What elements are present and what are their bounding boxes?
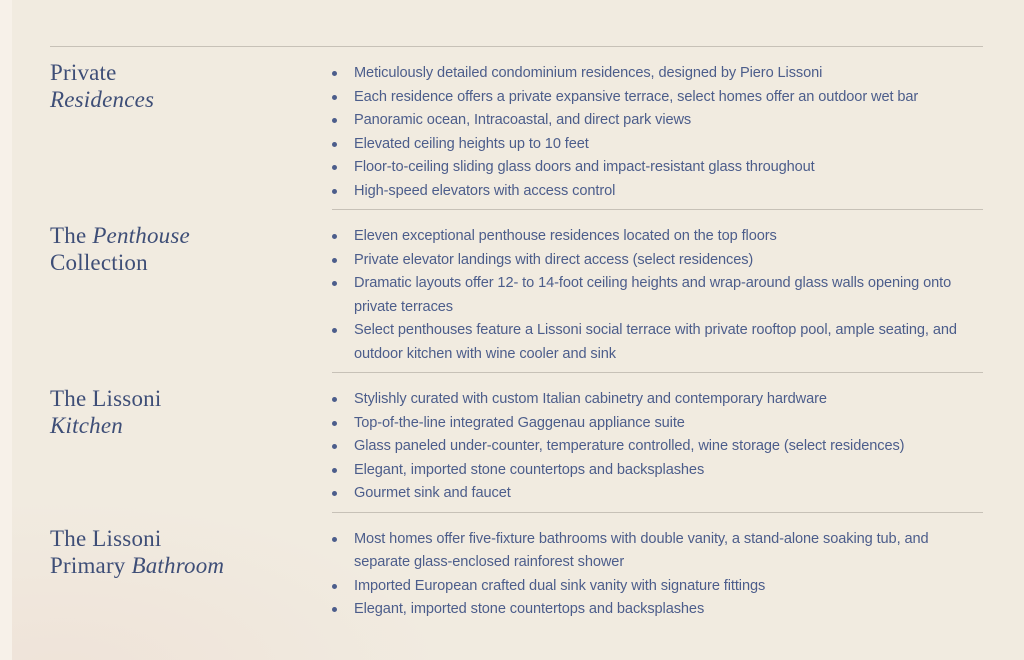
content-area — [50, 0, 983, 628]
heading-segment: The Lissoni — [50, 525, 162, 551]
heading-segment: Private — [50, 60, 117, 85]
list-item — [332, 412, 983, 436]
bullet-text: Elegant, imported stone countertops and backsplashes — [354, 601, 705, 617]
bullet-icon — [332, 142, 337, 147]
section-heading — [50, 525, 332, 579]
heading-segment: Residences — [50, 87, 155, 112]
bullet-text: Meticulously detailed condominium residences, designed by Piero Lissoni — [354, 65, 823, 81]
bullet-list — [332, 225, 983, 366]
heading-segment: Primary — [50, 552, 132, 578]
section — [50, 210, 983, 373]
bullet-icon — [332, 444, 337, 449]
bullet-list — [332, 528, 983, 622]
list-item — [332, 528, 983, 575]
bullet-icon — [332, 491, 337, 496]
list-item — [332, 180, 983, 204]
section-row — [50, 210, 983, 372]
section-row — [50, 373, 983, 512]
page-edge-band — [0, 0, 12, 660]
list-item — [332, 575, 983, 599]
heading-segment: Penthouse — [92, 223, 190, 248]
bullet-text: Private elevator landings with direct access (select residences) — [354, 251, 754, 268]
section-heading — [50, 59, 332, 113]
bullet-text: Dramatic layouts offer 12- to 14-foot ceiling heights and wrap-around glass walls opening onto private terraces — [354, 275, 952, 315]
bullet-text: Eleven exceptional penthouse residences located on the top floors — [354, 228, 777, 244]
bullet-text: Glass paneled under-counter, temperature controlled, wine storage (select residences) — [354, 438, 905, 454]
bullet-icon — [332, 537, 337, 542]
list-item — [332, 62, 983, 86]
heading-segment: Bathroom — [131, 552, 225, 578]
bullet-list — [332, 388, 983, 506]
bullet-text: Most homes offer five-fixture bathrooms with double vanity, a stand-alone soaking tub, and separate glass-enclosed rainforest shower — [354, 530, 929, 570]
bullet-list — [332, 62, 983, 203]
list-item — [332, 272, 983, 319]
bullet-text: Each residence offers a private expansive terrace, select homes offer an outdoor wet bar — [354, 88, 919, 105]
heading-segment: The — [50, 223, 93, 248]
list-item — [332, 598, 983, 622]
heading-segment: Kitchen — [50, 413, 123, 438]
bullet-icon — [332, 281, 337, 286]
bullet-text: Imported European crafted dual sink vanity with signature fittings — [354, 577, 766, 594]
list-item — [332, 459, 983, 483]
section-row — [50, 47, 983, 209]
bullet-icon — [332, 71, 337, 76]
list-item — [332, 225, 983, 249]
bullet-icon — [332, 95, 337, 100]
bullet-text: Elegant, imported stone countertops and backsplashes — [354, 461, 705, 478]
bullet-text: Select penthouses feature a Lissoni social terrace with private rooftop pool, ample seating, and outdoor kitchen with wine cooler and sink — [354, 322, 957, 362]
bullet-icon — [332, 234, 337, 239]
bullet-text: Elevated ceiling heights up to 10 feet — [354, 135, 589, 152]
bullet-icon — [332, 328, 337, 333]
bullet-icon — [332, 118, 337, 123]
section-list — [50, 47, 983, 628]
list-item — [332, 86, 983, 110]
bullet-icon — [332, 584, 337, 589]
list-item — [332, 156, 983, 180]
bullet-icon — [332, 468, 337, 473]
bullet-icon — [332, 189, 337, 194]
bullet-icon — [332, 165, 337, 170]
list-item — [332, 319, 983, 366]
bullet-text: Floor-to-ceiling sliding glass doors and impact-resistant glass throughout — [354, 159, 815, 175]
bullet-icon — [332, 397, 337, 402]
section-row — [50, 513, 983, 628]
bullet-text: Stylishly curated with custom Italian cabinetry and contemporary hardware — [354, 391, 827, 407]
section — [50, 373, 983, 513]
section-heading — [50, 222, 332, 276]
bullet-icon — [332, 607, 337, 612]
bullet-text: Gourmet sink and faucet — [354, 485, 511, 501]
heading-segment: The Lissoni — [50, 386, 162, 411]
bullet-text: High-speed elevators with access control — [354, 182, 616, 199]
section — [50, 513, 983, 628]
list-item — [332, 482, 983, 506]
section-heading — [50, 385, 332, 439]
list-item — [332, 249, 983, 273]
bullet-text: Panoramic ocean, Intracoastal, and direct park views — [354, 112, 692, 128]
list-item — [332, 109, 983, 133]
bullet-icon — [332, 421, 337, 426]
section — [50, 47, 983, 210]
bullet-text: Top-of-the-line integrated Gaggenau appliance suite — [354, 414, 685, 431]
list-item — [332, 133, 983, 157]
list-item — [332, 435, 983, 459]
heading-segment: Collection — [50, 250, 148, 275]
bullet-icon — [332, 258, 337, 263]
list-item — [332, 388, 983, 412]
